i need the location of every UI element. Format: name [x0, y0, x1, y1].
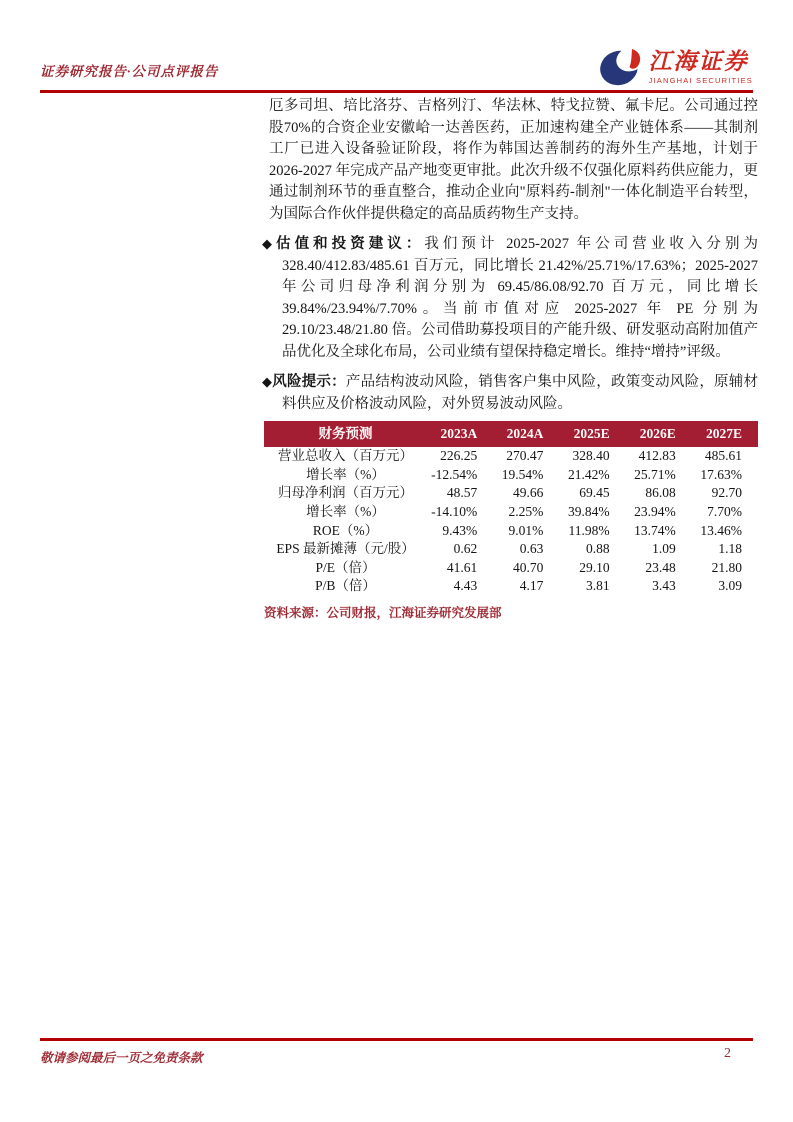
section-valuation-title: 估值和投资建议： [276, 236, 425, 252]
table-cell: 21.42% [567, 466, 610, 482]
table-cell: 48.57 [446, 485, 478, 501]
table-header-cell: 财务预测 [264, 421, 427, 447]
table-cell: 13.74% [634, 522, 676, 538]
table-header-cell: 2026E [626, 421, 692, 447]
report-body [262, 96, 759, 625]
table-cell: 226.25 [440, 448, 478, 464]
table-cell: 1.18 [718, 541, 742, 557]
table-cell: 9.43% [442, 522, 478, 538]
table-cell: 485.61 [704, 448, 742, 464]
table-row-pe [264, 558, 758, 577]
table-cell: 39.84% [567, 504, 610, 520]
table-row-pb [264, 577, 758, 596]
table-cell: 412.83 [638, 448, 676, 464]
section-risk-text: 产品结构波动风险，销售客户集中风险，政策变动风险，原辅材料供应及价格波动风险，对外贸易波动风险。 [282, 374, 759, 412]
row-label: 营业总收入（百万元） [278, 448, 413, 464]
table-cell: 1.09 [652, 541, 676, 557]
header-divider [40, 90, 753, 93]
table-cell: 13.46% [700, 522, 742, 538]
logo-text [649, 50, 753, 85]
table-cell: 25.71% [634, 466, 676, 482]
table-cell: 2.25% [508, 504, 544, 520]
table-cell: 23.48 [645, 559, 676, 575]
table-cell: 29.10 [579, 559, 610, 575]
footer-divider [40, 1038, 753, 1041]
table-cell: 21.80 [711, 559, 742, 575]
table-cell: 0.63 [519, 541, 544, 557]
table-cell: 3.81 [585, 578, 610, 594]
table-row-roe [264, 521, 758, 540]
table-cell: 4.43 [453, 578, 478, 594]
row-label: ROE（%） [312, 522, 379, 538]
table-cell: -12.54% [431, 466, 478, 482]
logo-name-en: JIANGHAI SECURITIES [648, 75, 753, 85]
company-logo [599, 46, 753, 88]
table-header-row [264, 421, 758, 447]
footer-disclaimer: 敬请参阅最后一页之免责条款 [40, 1051, 203, 1065]
diamond-bullet-icon: ◆ [262, 374, 273, 389]
table-row-profit-growth [264, 502, 758, 521]
table-row-revenue-growth [264, 465, 758, 484]
table-cell: 270.47 [506, 448, 544, 464]
table-header-cell: 2023A [427, 421, 493, 447]
report-type-label: 证券研究报告·公司点评报告 [40, 64, 219, 79]
page-number: 2 [724, 1046, 731, 1061]
body-paragraph-continuation: 厄多司坦、培比洛芬、吉格列汀、华法林、特戈拉赞、氟卡尼。公司通过控股70%的合资企业安徽峆一达善医药，正加速构建全产业链体系——其制剂工厂已进入设备验证阶段，将作为韩国达善制药的海外生产基地，计划于 2026-2027 年完成产品产地变更审批。此次升级不仅强化原料药供应能力，更通过制剂环节的垂直整合，推动企业向"原料药-制剂"一体化制造平台转型，为国际合作伙伴提供稳定的高品质药物生产支持。 [269, 98, 758, 222]
table-cell: 86.08 [645, 485, 676, 501]
row-label: P/B（倍） [315, 578, 376, 594]
section-risk-warning [262, 371, 758, 415]
page-header [40, 36, 753, 88]
row-label: 增长率（%） [306, 466, 385, 482]
diamond-bullet-icon: ◆ [262, 236, 277, 251]
table-cell: -14.10% [431, 504, 478, 520]
table-row-eps [264, 539, 758, 558]
financial-forecast-table [264, 421, 758, 595]
row-label: EPS 最新摊薄（元/股） [276, 541, 415, 557]
logo-name-cn: 江海证券 [648, 48, 749, 74]
table-cell: 17.63% [700, 466, 742, 482]
section-valuation-advice [262, 233, 758, 363]
section-valuation-text: 我们预计 2025-2027 年公司营业收入分别为 328.40/412.83/485.61 百万元，同比增长 21.42%/25.71%/17.63%；2025-2027 年公司归母净利润分别为 69.45/86.08/92.70 百万元，同比增长 39.84%/23.94%/7.70%。当前市值对应 2025-2027 年 PE 分别为 29.10/23.48/21.80 倍。公司借助募投项目的产能升级、研发驱动高附加值产品优化及全球化布局，公司业绩有望保持稳定增长。维持“增持”评级。 [282, 236, 759, 360]
table-header-cell: 2024A [493, 421, 559, 447]
row-label: 增长率（%） [306, 504, 385, 520]
table-cell: 7.70% [707, 504, 742, 520]
table-row-revenue [264, 447, 758, 466]
source-note: 资料来源：公司财报，江海证券研究发展部 [264, 606, 502, 621]
table-cell: 19.54% [501, 466, 544, 482]
table-cell: 0.88 [585, 541, 610, 557]
table-cell: 3.09 [718, 578, 742, 594]
table-cell: 41.61 [446, 559, 478, 575]
table-header-cell: 2025E [559, 421, 625, 447]
row-label: P/E（倍） [315, 559, 376, 575]
table-cell: 11.98% [568, 522, 610, 538]
table-header-cell: 2027E [692, 421, 758, 447]
table-cell: 0.62 [453, 541, 478, 557]
row-label: 归母净利润（百万元） [278, 485, 413, 501]
table-cell: 3.43 [652, 578, 676, 594]
table-cell: 4.17 [519, 578, 544, 594]
table-cell: 328.40 [572, 448, 610, 464]
jianghai-logo-icon [599, 46, 645, 88]
section-risk-title: 风险提示： [272, 374, 346, 390]
table-cell: 40.70 [513, 559, 544, 575]
table-cell: 23.94% [634, 504, 676, 520]
table-cell: 9.01% [508, 522, 544, 538]
table-row-net-profit [264, 484, 758, 503]
table-cell: 92.70 [711, 485, 742, 501]
table-cell: 69.45 [579, 485, 610, 501]
table-cell: 49.66 [513, 485, 544, 501]
